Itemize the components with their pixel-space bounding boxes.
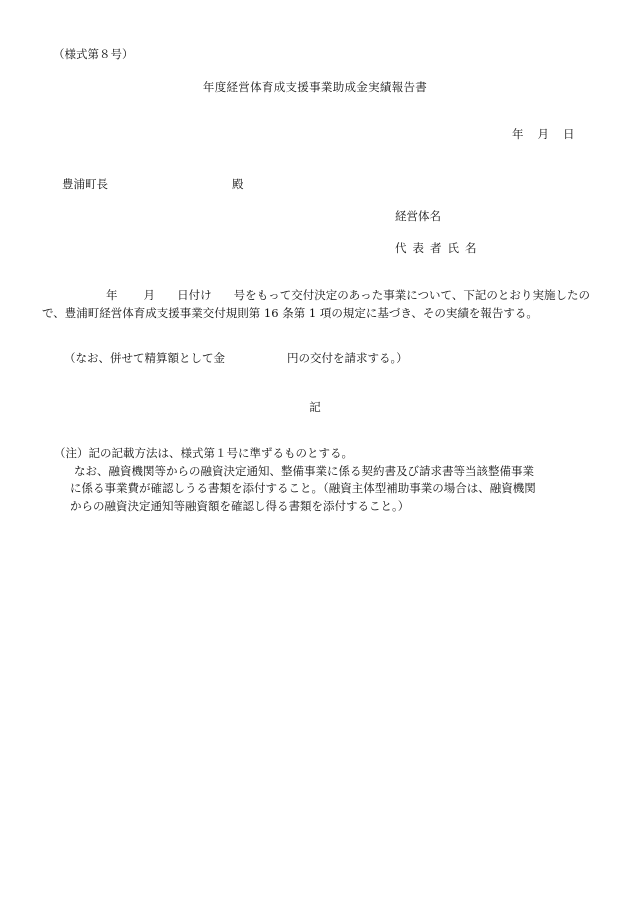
body-month-label: 月 xyxy=(143,288,156,302)
representative-label: 代表者氏名 xyxy=(395,241,483,255)
body-date-suffix: 日付け xyxy=(177,288,212,302)
note-line: からの融資決定通知等融資額を確認し得る書類を添付すること。） xyxy=(70,498,410,513)
date-line xyxy=(512,126,575,142)
addressee xyxy=(62,176,244,192)
note-line: に係る事業費が確認しうる書類を添付すること。（融資主体型補助事業の場合は、融資機関 xyxy=(70,481,536,495)
notes-block xyxy=(54,445,594,515)
note-line: なお、融資機関等からの融資決定通知、整備事業に係る契約書及び請求書等当該整備事業 xyxy=(74,463,534,478)
business-name-label: 経営体名 xyxy=(395,209,441,223)
request-prefix: （なお、併せて精算額として金 xyxy=(64,351,225,365)
request-suffix: 円の交付を請求する。） xyxy=(287,351,408,365)
date-year-label: 年 xyxy=(512,127,524,141)
form-number: （様式第８号） xyxy=(53,47,134,61)
addressee-honorific: 殿 xyxy=(232,177,244,191)
document-title: 年度経営体育成支援事業助成金実績報告書 xyxy=(202,80,428,94)
body-year-label: 年 xyxy=(106,288,118,302)
date-day-label: 日 xyxy=(563,127,575,141)
addressee-name: 豊浦町長 xyxy=(62,177,108,191)
date-month-label: 月 xyxy=(537,127,549,141)
note-line: （注）記の記載方法は、様式第１号に準ずるものとする。 xyxy=(54,446,353,460)
ki-heading: 記 xyxy=(309,400,321,414)
body-main-text: 号をもって交付決定のあった事業について、下記のとおり実施したので、豊浦町経営体育成支援事業交付規則第 16 条第 1 項の規定に基づき、その実績を報告する。 xyxy=(42,288,591,320)
request-line xyxy=(64,350,408,366)
report-body-paragraph xyxy=(42,286,590,322)
